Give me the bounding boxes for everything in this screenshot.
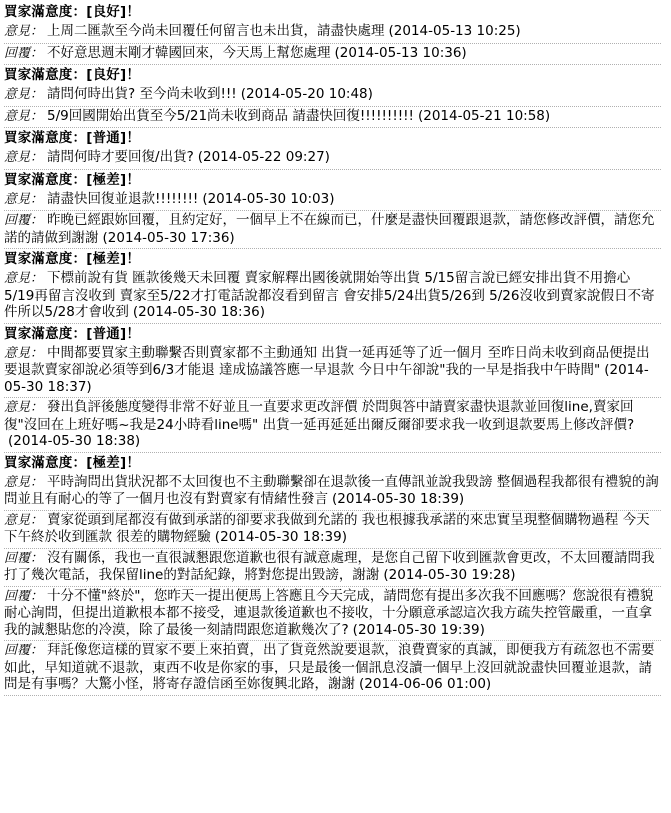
rating-heading: 買家滿意度：[良好]！ <box>4 4 141 20</box>
seller-reply <box>4 44 661 66</box>
comment-text: 上周二匯款至今尚未回覆任何留言也未出貨，請盡快處理 <box>47 23 385 39</box>
timestamp: (2014-05-30 18:37) <box>4 362 649 395</box>
comment-text: 請問何時才要回復/出貨? <box>47 149 194 165</box>
timestamp: (2014-05-13 10:36) <box>334 44 467 61</box>
opinion-label: 意見： <box>4 87 44 102</box>
opinion-label: 意見： <box>4 24 44 39</box>
reply-label: 回覆： <box>4 643 44 658</box>
timestamp: (2014-05-21 10:58) <box>417 107 551 124</box>
reply-label: 回覆： <box>4 588 44 604</box>
reply-label: 回覆： <box>4 45 44 61</box>
timestamp: (2014-05-30 18:39) <box>214 529 347 545</box>
seller-reply <box>4 641 661 696</box>
comment-text: 平時詢問出貨狀況都不太回復也不主動聯繫卻在退款後一直傳訊並說我毀謗 整個過程我都很有禮貌的詢問並且有耐心的等了一個月也沒有對賣家有情緒性發言 <box>4 473 659 507</box>
comment-text: 十分不懂"終於"，您昨天一提出便馬上答應且今天完成，請問您有提出多次我不回應嗎？您說很有禮貌耐心詢問，但提出道歉根本都不接受，連退款後道歉也不接收，十分願意承認這次我方疏失控管嚴重，一直拿我的誠懇貼您的冷漠，除了最後一刻請問跟您道歉幾次了? <box>4 587 654 638</box>
comment-text: 沒有關係，我也一直很誠懇跟您道歉也很有誠意處理，是您自己留下收到匯款會更改，不太回覆請問我打了幾次電話，我保留line的對話紀錄，將對您提出毀謗，謝謝 <box>4 549 655 583</box>
timestamp: (2014-05-30 18:38) <box>8 433 141 449</box>
buyer-comment <box>4 85 661 107</box>
buyer-comment <box>4 107 661 129</box>
opinion-label: 意見： <box>4 271 44 286</box>
timestamp: (2014-05-30 10:03) <box>202 190 335 207</box>
timestamp: (2014-06-06 01:00) <box>359 676 492 692</box>
buyer-comment <box>4 190 661 212</box>
timestamp: (2014-05-22 09:27) <box>197 149 330 165</box>
opinion-label: 意見： <box>4 150 44 165</box>
opinion-label: 意見： <box>4 191 44 207</box>
buyer-comment <box>4 344 661 399</box>
opinion-label: 意見： <box>4 474 44 490</box>
rating-heading: 買家滿意度：[極差]！ <box>4 251 141 267</box>
rating-heading: 買家滿意度：[普通]！ <box>4 325 141 342</box>
buyer-comment <box>4 511 661 549</box>
opinion-label: 意見： <box>4 512 44 528</box>
comment-text: 請問何時出貨? 至今尚未收到!!! <box>47 86 237 102</box>
comment-text: 發出負評後態度變得非常不好並且一直要求更改評價 於問與答中請賣家盡快退款並回復line,賣家回復"沒回在上班好嗎~我是24小時看line嗎" 出貨一延再延延出爾反爾卻要求我一收到退款要馬上修改評價? <box>4 399 635 433</box>
comment-text: 拜託像您這樣的買家不要上來拍賣，出了貨竟然說要退款，浪費賣家的真誠，即便我方有疏忽也不需要如此，早知道就不退款，東西不收是你家的事，只是最後一個訊息沒讀一個早上沒回就說盡快回覆並退款，請問是有事嗎？大驚小怪，將寄存證信函至妳復興北路，謝謝 <box>4 642 655 692</box>
comment-text: 中間都要買家主動聯繫否則賣家都不主動通知 出貨一延再延等了近一個月 至昨日尚未收到商品便提出要退款賣家卻說必須等到6/3才能退 達成協議答應一早退款 今日中午卻說"我的一早是指我中午時間" <box>4 344 650 378</box>
timestamp: (2014-05-13 10:25) <box>388 23 521 39</box>
timestamp: (2014-05-30 19:28) <box>383 567 516 583</box>
reply-label: 回覆： <box>4 213 44 228</box>
reply-label: 回覆： <box>4 550 44 566</box>
rating-heading: 買家滿意度：[良好]！ <box>4 67 141 83</box>
timestamp: (2014-05-30 18:39) <box>332 491 465 507</box>
timestamp: (2014-05-30 18:36) <box>132 304 266 320</box>
comment-text: 請盡快回復並退款!!!!!!!! <box>47 190 199 207</box>
comment-text: 5/9回國開始出貨至今5/21尚未收到商品 請盡快回復!!!!!!!!!! <box>47 107 414 124</box>
opinion-label: 意見： <box>4 400 44 415</box>
opinion-label: 意見： <box>4 345 44 361</box>
timestamp: (2014-05-30 17:36) <box>102 229 235 246</box>
buyer-comment <box>4 398 661 453</box>
buyer-comment <box>4 22 661 44</box>
comment-text: 昨晚已經跟妳回覆，且約定好，一個早上不在線而已，什麼是盡快回覆跟退款，請您修改評價，請您允諾的請做到謝謝 <box>4 212 655 246</box>
comment-text: 不好意思週末剛才韓國回來，今天馬上幫您處理 <box>47 44 331 61</box>
timestamp: (2014-05-20 10:48) <box>240 86 373 102</box>
timestamp: (2014-05-30 19:39) <box>352 621 485 638</box>
rating-heading: 買家滿意度：[極差]！ <box>4 171 141 188</box>
seller-reply <box>4 211 661 249</box>
seller-reply <box>4 549 661 587</box>
comment-text: 下標前說有貨 匯款後幾天未回覆 賣家解釋出國後就開始等出貨 5/15留言說已經安排出貨不用擔心 5/19再留言沒收到 賣家至5/22才打電話說都沒看到留言 會安排5/24出貨5/26到 5/26沒收到賣家說假日不寄件所以5/28才會收到 <box>4 270 655 320</box>
buyer-comment <box>4 473 661 511</box>
seller-reply <box>4 587 661 642</box>
rating-heading: 買家滿意度：[普通]！ <box>4 130 141 146</box>
opinion-label: 意見： <box>4 108 44 124</box>
rating-heading: 買家滿意度：[極差]！ <box>4 454 141 471</box>
buyer-comment <box>4 148 661 170</box>
buyer-comment <box>4 269 661 324</box>
comment-text: 賣家從頭到尾都沒有做到承諾的卻要求我做到允諾的 我也根據我承諾的來忠實呈現整個購物過程 今天下午終於收到匯款 很差的購物經驗 <box>4 511 650 545</box>
